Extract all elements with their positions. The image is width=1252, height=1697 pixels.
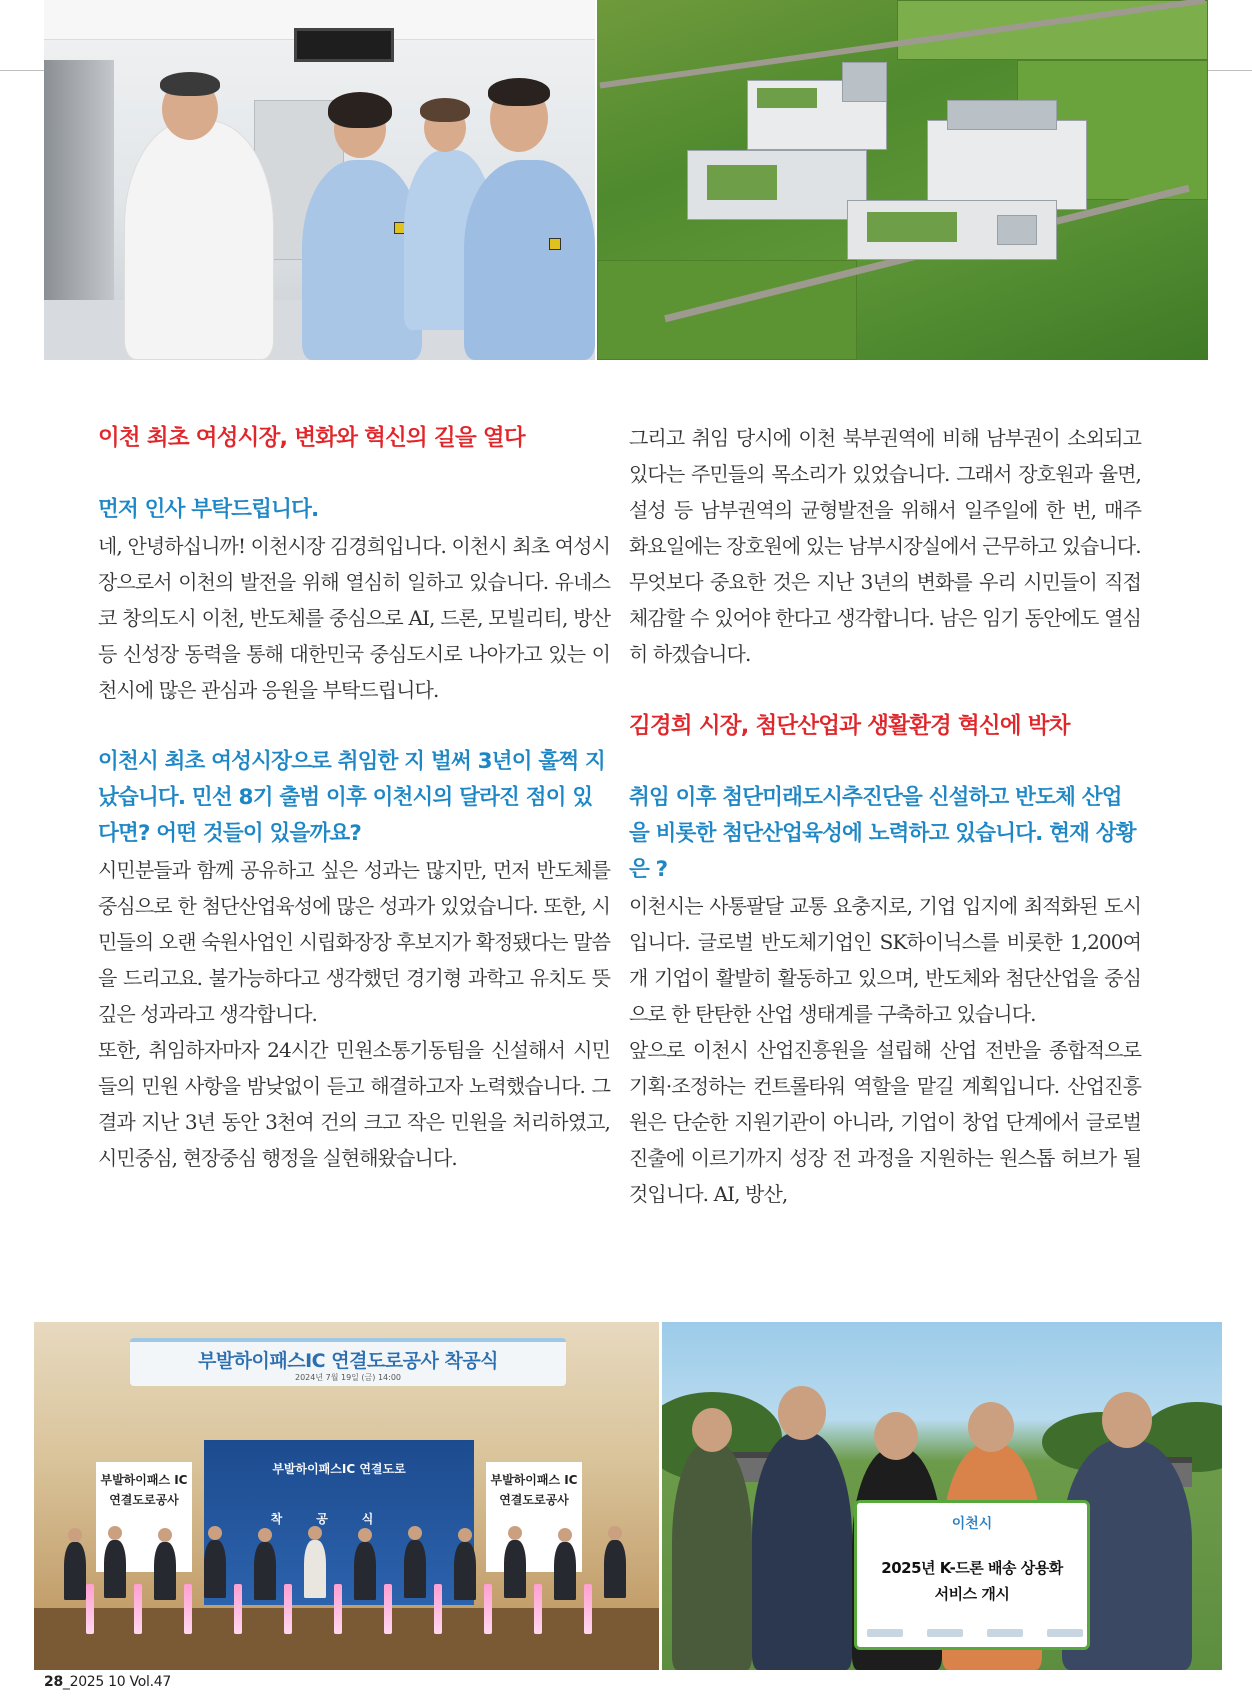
top-rule-right bbox=[1208, 70, 1252, 71]
side-panel-right-text: 부발하이패스 IC 연결도로공사 bbox=[490, 1473, 578, 1507]
banner-subtitle: 2024년 7월 19일 (금) 14:00 bbox=[294, 1373, 401, 1382]
ceremony-photo bbox=[34, 1322, 659, 1670]
section-title-right: 김경희 시장, 첨단산업과 생활환경 혁신에 박차 bbox=[629, 713, 1070, 739]
screen-chars: 착공식 bbox=[270, 1512, 408, 1526]
screen-title: 부발하이패스IC 연결도로 bbox=[272, 1462, 406, 1476]
ceremony-banner bbox=[130, 1338, 566, 1386]
drone-service-photo bbox=[662, 1322, 1222, 1670]
sign-line-1: 2025년 K-드론 배송 상용화 bbox=[881, 1559, 1063, 1577]
sign-sponsor-logos bbox=[867, 1629, 1083, 1639]
right-paragraph-2: 무엇보다 중요한 것은 지난 3년의 변화를 우리 시민들이 직접 체감할 수 있어야 한다고 생각합니다. 남은 임기 동안에도 열심히 하겠습니다. bbox=[629, 570, 1141, 666]
right-paragraph-1: 그리고 취임 당시에 이천 북부권역에 비해 남부권이 소외되고 있다는 주민들의 목소리가 있었습니다. 그래서 장호원과 율면, 설성 등 남부권역의 균형발전을 위해서 일주일에 한 번, 매주 화요일에는 장호원에 있는 남부시장실에서 근무하고 있습니다. bbox=[629, 426, 1141, 558]
question-3: 취임 이후 첨단미래도시추진단을 신설하고 반도체 산업을 비롯한 첨단산업육성에 노력하고 있습니다. 현재 상황은 ? bbox=[629, 785, 1136, 882]
monitor-icon bbox=[294, 28, 394, 62]
city-logo: 이천시 bbox=[951, 1516, 993, 1532]
page-footer bbox=[44, 1674, 171, 1690]
banner-title: 부발하이패스IC 연결도로공사 착공식 bbox=[197, 1350, 499, 1372]
answer-3-paragraph-1: 이천시는 사통팔달 교통 요충지로, 기업 입지에 최적화된 도시입니다. 글로벌 반도체기업인 SK하이닉스를 비롯한 1,200여 개 기업이 활발히 활동하고 있으며, 반도체와 첨단산업을 중심으로 한 탄탄한 산업 생태계를 구축하고 있습니다. bbox=[629, 894, 1141, 1026]
answer-2-paragraph-2: 또한, 취임하자마자 24시간 민원소통기동팀을 신설해서 시민들의 민원 사항을 밤낮없이 듣고 해결하고자 노력했습니다. 그 결과 지난 3년 동안 3천여 건의 크고 작은 민원을 처리하였고, 시민중심, 현장중심 행정을 실현해왔습니다. bbox=[98, 1038, 610, 1170]
drone-service-sign bbox=[854, 1500, 1090, 1650]
section-title-left: 이천 최초 여성시장, 변화와 혁신의 길을 열다 bbox=[98, 425, 525, 451]
side-panel-left-text: 부발하이패스 IC 연결도로공사 bbox=[100, 1473, 188, 1507]
answer-1: 네, 안녕하십니까! 이천시장 김경희입니다. 이천시 최초 여성시장으로서 이천의 발전을 위해 열심히 일하고 있습니다. 유네스코 창의도시 이천, 반도체를 중심으로 AI, 드론, 모빌리티, 방산 등 신성장 동력을 통해 대한민국 중심도시로 나아가고 있는 이천시에 많은 관심과 응원을 부탁드립니다. bbox=[98, 534, 610, 702]
article-left-column bbox=[98, 420, 610, 1176]
aerial-campus-photo bbox=[597, 0, 1208, 360]
article-right-column bbox=[629, 420, 1141, 1212]
answer-2-paragraph-1: 시민분들과 함께 공유하고 싶은 성과는 많지만, 먼저 반도체를 중심으로 한 첨단산업육성에 많은 성과가 있었습니다. 또한, 시민들의 오랜 숙원사업인 시립화장장 후보지가 확정됐다는 말씀을 드리고요. 불가능하다고 생각했던 경기형 과학고 유치도 뜻깊은 성과라고 생각합니다. bbox=[98, 858, 610, 1026]
lab-visit-photo bbox=[44, 0, 595, 360]
answer-3-paragraph-2: 앞으로 이천시 산업진흥원을 설립해 산업 전반을 종합적으로 기획·조정하는 컨트롤타워 역할을 맡길 계획입니다. 산업진흥원은 단순한 지원기관이 아니라, 기업이 창업 단계에서 글로벌 진출에 이르기까지 성장 전 과정을 지원하는 원스톱 허브가 될 것입니다. AI, 방산, bbox=[629, 1038, 1141, 1206]
question-1: 먼저 인사 부탁드립니다. bbox=[98, 497, 319, 522]
question-2: 이천시 최초 여성시장으로 취임한 지 벌써 3년이 훌쩍 지났습니다. 민선 8기 출범 이후 이천시의 달라진 점이 있다면? 어떤 것들이 있을까요? bbox=[98, 749, 605, 846]
page-number: 28 bbox=[44, 1674, 63, 1690]
top-rule-left bbox=[0, 70, 44, 71]
sign-line-2: 서비스 개시 bbox=[934, 1585, 1010, 1603]
stage-screen bbox=[204, 1440, 474, 1605]
issue-label: _2025 10 Vol.47 bbox=[62, 1674, 171, 1690]
